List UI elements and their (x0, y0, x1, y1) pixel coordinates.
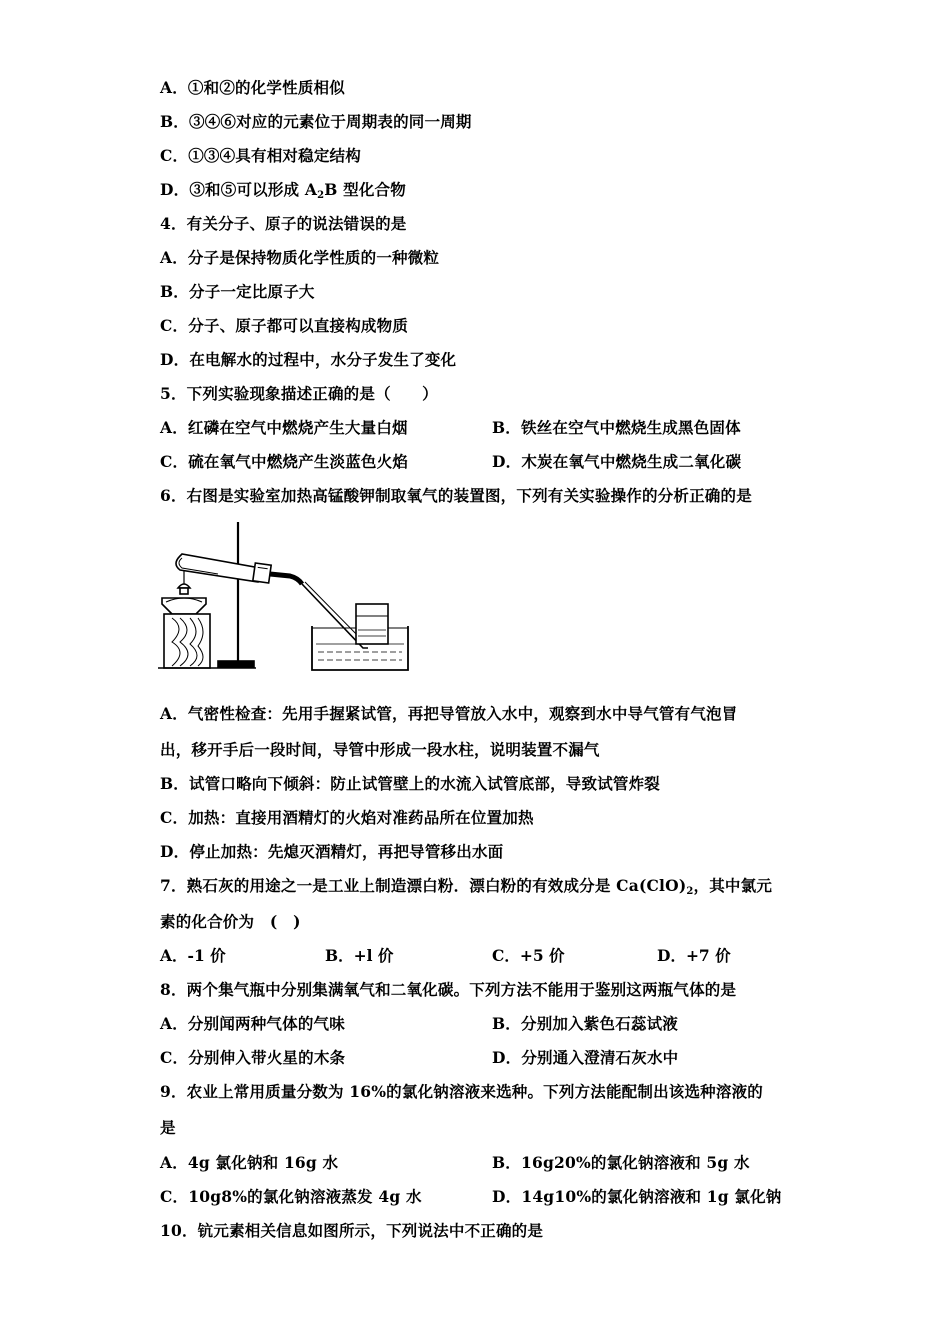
q3-option-d-post: B 型化合物 (324, 180, 406, 199)
q4-option-c: C．分子、原子都可以直接构成物质 (160, 316, 409, 335)
q6-option-d: D．停止加热：先熄灭酒精灯，再把导管移出水面 (160, 842, 504, 861)
q4-stem: 4．有关分子、原子的说法错误的是 (160, 214, 407, 233)
q10-stem: 10．钪元素相关信息如图所示，下列说法中不正确的是 (160, 1221, 544, 1240)
q9-stem-line2: 是 (160, 1118, 176, 1137)
q6-option-c: C．加热：直接用酒精灯的火焰对准药品所在位置加热 (160, 808, 534, 827)
q6-stem: 6．右图是实验室加热高锰酸钾制取氧气的装置图，下列有关实验操作的分析正确的是 (160, 486, 752, 505)
q5-option-a: A．红磷在空气中燃烧产生大量白烟 (160, 418, 408, 437)
q7-stem-line2: 素的化合价为 ( ) (160, 912, 301, 931)
q6-option-a-line2: 出，移开手后一段时间，导管中形成一段水柱，说明装置不漏气 (160, 740, 600, 759)
q7-option-d: D．+7 价 (657, 946, 731, 965)
q5-option-d: D．木炭在氧气中燃烧生成二氧化碳 (492, 452, 742, 471)
q4-option-b: B．分子一定比原子大 (160, 282, 315, 301)
q5-stem: 5．下列实验现象描述正确的是（ ） (160, 384, 438, 403)
q7-stem-pre: 7．熟石灰的用途之一是工业上制造漂白粉．漂白粉的有效成分是 Ca(ClO) (160, 876, 687, 895)
q3-option-a: A．①和②的化学性质相似 (160, 78, 345, 97)
q9-option-a: A．4g 氯化钠和 16g 水 (160, 1153, 339, 1172)
q9-option-b: B．16g20%的氯化钠溶液和 5g 水 (492, 1153, 750, 1172)
stand-base (218, 661, 254, 667)
q7-stem-sub: 2 (686, 886, 694, 897)
q3-option-d-sub: 2 (317, 190, 325, 201)
stopper (253, 563, 271, 583)
q7-stem-line1 (160, 876, 772, 902)
q7-stem-post: ，其中氯元 (693, 876, 773, 895)
q9-stem-line1: 9．农业上常用质量分数为 16%的氯化钠溶液来选种。下列方法能配制出该选种溶液的 (160, 1082, 763, 1101)
q3-option-d (160, 180, 406, 206)
q7-option-a: A．-1 价 (160, 946, 226, 965)
q5-option-c: C．硫在氧气中燃烧产生淡蓝色火焰 (160, 452, 409, 471)
q6-option-a-line1: A．气密性检查：先用手握紧试管，再把导管放入水中，观察到水中导气管有气泡冒 (160, 704, 738, 723)
q9-option-c: C．10g8%的氯化钠溶液蒸发 4g 水 (160, 1187, 422, 1206)
q7-option-c: C．+5 价 (492, 946, 565, 965)
q4-option-d: D．在电解水的过程中，水分子发生了变化 (160, 350, 457, 369)
q8-option-a: A．分别闻两种气体的气味 (160, 1014, 345, 1033)
q4-option-a: A．分子是保持物质化学性质的一种微粒 (160, 248, 440, 267)
q3-option-d-pre: D．③和⑤可以形成 A (160, 180, 318, 199)
q7-option-b: B．+l 价 (325, 946, 394, 965)
rubber-tube (270, 574, 302, 584)
q5-option-b: B．铁丝在空气中燃烧生成黑色固体 (492, 418, 741, 437)
wooden-block (164, 614, 210, 668)
q9-option-d: D．14g10%的氯化钠溶液和 1g 氯化钠 (492, 1187, 782, 1206)
q8-option-d: D．分别通入澄清石灰水中 (492, 1048, 679, 1067)
q8-option-c: C．分别伸入带火星的木条 (160, 1048, 346, 1067)
q8-option-b: B．分别加入紫色石蕊试液 (492, 1014, 679, 1033)
q3-option-b: B．③④⑥对应的元素位于周期表的同一周期 (160, 112, 472, 131)
q6-option-b: B．试管口略向下倾斜：防止试管壁上的水流入试管底部，导致试管炸裂 (160, 774, 661, 793)
collection-bottle (356, 604, 388, 644)
oxygen-apparatus-figure (158, 518, 418, 678)
q8-stem: 8．两个集气瓶中分别集满氧气和二氧化碳。下列方法不能用于鉴别这两瓶气体的是 (160, 980, 737, 999)
test-tube (176, 554, 260, 582)
q3-option-c: C．①③④具有相对稳定结构 (160, 146, 361, 165)
